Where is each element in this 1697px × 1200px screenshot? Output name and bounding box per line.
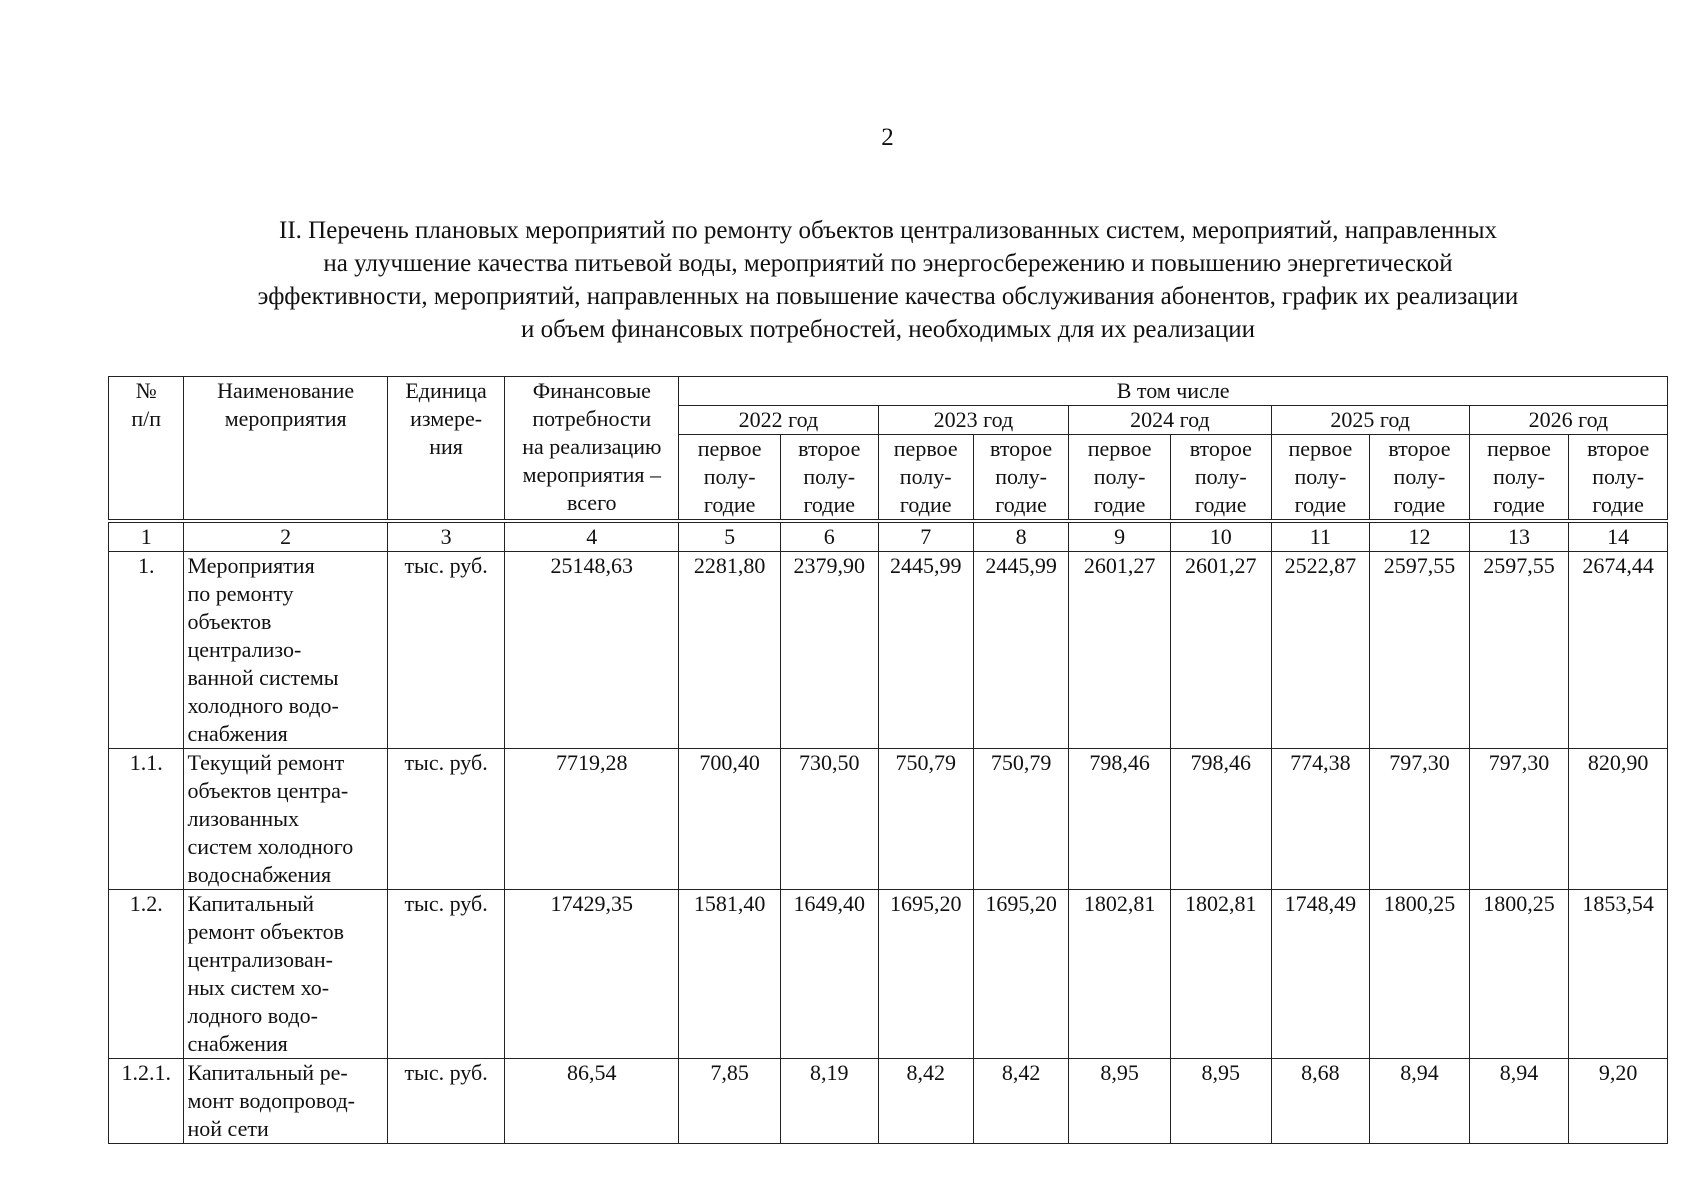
table-row (109, 749, 1668, 890)
unit-cell: тыс. руб. (387, 890, 504, 1059)
header-first-half: первое полу- годие (1069, 435, 1171, 522)
value-cell: 2674,44 (1569, 552, 1668, 749)
value-cell: 1800,25 (1370, 890, 1470, 1059)
measures-table (108, 376, 1668, 1144)
column-number: 7 (878, 521, 973, 552)
value-cell: 700,40 (679, 749, 781, 890)
table-row (109, 552, 1668, 749)
value-cell: 774,38 (1271, 749, 1370, 890)
header-num: № п/п (109, 377, 184, 522)
column-number: 8 (973, 521, 1068, 552)
total-cell: 7719,28 (505, 749, 679, 890)
measure-name: Капитальный ремонт объектов централизован- ных систем хо- лодного водо- снабжения (184, 890, 387, 1059)
title-line: II. Перечень плановых мероприятий по ремонту объектов централизованных систем, мероприятий, направленных (279, 217, 1497, 244)
value-cell: 8,42 (973, 1059, 1068, 1144)
value-cell: 2601,27 (1069, 552, 1171, 749)
value-cell: 1802,81 (1069, 890, 1171, 1059)
unit-cell: тыс. руб. (387, 552, 504, 749)
value-cell: 750,79 (973, 749, 1068, 890)
header-year: 2026 год (1469, 406, 1667, 435)
value-cell: 750,79 (878, 749, 973, 890)
value-cell: 2445,99 (973, 552, 1068, 749)
header-including: В том числе (679, 377, 1668, 406)
column-number: 2 (184, 521, 387, 552)
header-first-half: первое полу- годие (1469, 435, 1569, 522)
measure-name: Текущий ремонт объектов центра- лизованных систем холодного водоснабжения (184, 749, 387, 890)
value-cell: 8,68 (1271, 1059, 1370, 1144)
value-cell: 1649,40 (781, 890, 879, 1059)
value-cell: 8,19 (781, 1059, 879, 1144)
value-cell: 2522,87 (1271, 552, 1370, 749)
measure-name: Капитальный ре- монт водопровод- ной сети (184, 1059, 387, 1144)
column-number: 4 (505, 521, 679, 552)
value-cell: 8,94 (1469, 1059, 1569, 1144)
title-line: на улучшение качества питьевой воды, мероприятий по энергосбережению и повышению энергетической (323, 250, 1453, 277)
value-cell: 7,85 (679, 1059, 781, 1144)
document-title (108, 214, 1668, 346)
header-second-half: второе полу- годие (1370, 435, 1470, 522)
column-number: 12 (1370, 521, 1470, 552)
value-cell: 730,50 (781, 749, 879, 890)
column-number: 13 (1469, 521, 1569, 552)
title-line: эффективности, мероприятий, направленных на повышение качества обслуживания абонентов, график их реализации (257, 283, 1519, 310)
value-cell: 2597,55 (1370, 552, 1470, 749)
unit-cell: тыс. руб. (387, 749, 504, 890)
table-row (109, 1059, 1668, 1144)
header-second-half: второе полу- годие (973, 435, 1068, 522)
value-cell: 8,95 (1069, 1059, 1171, 1144)
value-cell: 2281,80 (679, 552, 781, 749)
column-number: 9 (1069, 521, 1171, 552)
value-cell: 1748,49 (1271, 890, 1370, 1059)
value-cell: 1581,40 (679, 890, 781, 1059)
header-second-half: второе полу- годие (1569, 435, 1668, 522)
header-total: Финансовые потребности на реализацию мероприятия – всего (505, 377, 679, 522)
title-line: и объем финансовых потребностей, необходимых для их реализации (520, 316, 1256, 343)
column-number: 5 (679, 521, 781, 552)
value-cell: 1853,54 (1569, 890, 1668, 1059)
total-cell: 17429,35 (505, 890, 679, 1059)
value-cell: 797,30 (1469, 749, 1569, 890)
column-number: 14 (1569, 521, 1668, 552)
value-cell: 798,46 (1069, 749, 1171, 890)
value-cell: 798,46 (1170, 749, 1271, 890)
total-cell: 25148,63 (505, 552, 679, 749)
value-cell: 2445,99 (878, 552, 973, 749)
row-number: 1.2. (109, 890, 184, 1059)
value-cell: 2597,55 (1469, 552, 1569, 749)
header-second-half: второе полу- годие (781, 435, 879, 522)
row-number: 1. (109, 552, 184, 749)
row-number: 1.1. (109, 749, 184, 890)
value-cell: 1695,20 (878, 890, 973, 1059)
column-number: 10 (1170, 521, 1271, 552)
table-row (109, 890, 1668, 1059)
value-cell: 2379,90 (781, 552, 879, 749)
value-cell: 8,95 (1170, 1059, 1271, 1144)
value-cell: 797,30 (1370, 749, 1470, 890)
column-number: 6 (781, 521, 879, 552)
header-name: Наименование мероприятия (184, 377, 387, 522)
value-cell: 9,20 (1569, 1059, 1668, 1144)
header-year: 2023 год (878, 406, 1069, 435)
header-first-half: первое полу- годие (878, 435, 973, 522)
unit-cell: тыс. руб. (387, 1059, 504, 1144)
header-unit: Единица измере- ния (387, 377, 504, 522)
column-number: 11 (1271, 521, 1370, 552)
value-cell: 8,42 (878, 1059, 973, 1144)
column-number: 3 (387, 521, 504, 552)
header-second-half: второе полу- годие (1170, 435, 1271, 522)
total-cell: 86,54 (505, 1059, 679, 1144)
row-number: 1.2.1. (109, 1059, 184, 1144)
header-year: 2022 год (679, 406, 878, 435)
header-first-half: первое полу- годие (1271, 435, 1370, 522)
value-cell: 8,94 (1370, 1059, 1470, 1144)
column-numbers-row (109, 521, 1668, 552)
column-number: 1 (109, 521, 184, 552)
header-year: 2024 год (1069, 406, 1271, 435)
value-cell: 2601,27 (1170, 552, 1271, 749)
header-year: 2025 год (1271, 406, 1469, 435)
value-cell: 1695,20 (973, 890, 1068, 1059)
page-number: 2 (881, 124, 894, 151)
value-cell: 820,90 (1569, 749, 1668, 890)
header-first-half: первое полу- годие (679, 435, 781, 522)
value-cell: 1802,81 (1170, 890, 1271, 1059)
value-cell: 1800,25 (1469, 890, 1569, 1059)
measure-name: Мероприятия по ремонту объектов централизо- ванной системы холодного водо- снабжения (184, 552, 387, 749)
